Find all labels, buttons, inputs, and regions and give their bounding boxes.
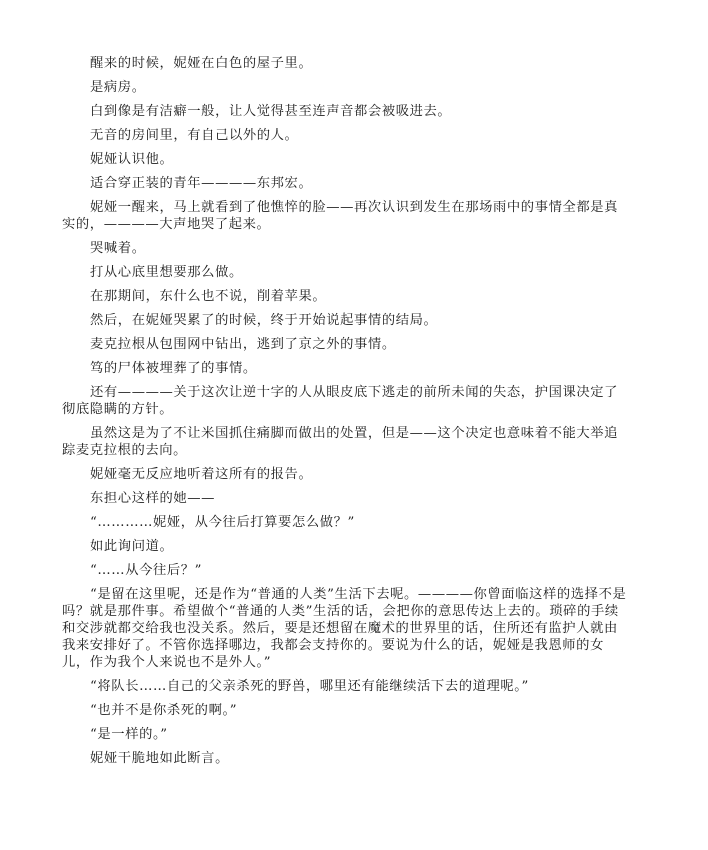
paragraph: 麦克拉根从包围网中钻出，逃到了京之外的事情。 [90,337,396,352]
paragraph: 在那期间，东什么也不说，削着苹果。 [90,289,327,304]
paragraph: “……从今往后？” [90,563,203,578]
paragraph: 是病房。 [90,80,146,95]
paragraph: 东担心这样的她—— [90,491,216,506]
paragraph: “也并不是你杀死的啊。” [90,703,238,718]
paragraph: “是留在这里呢，还是作为“普通的人类”生活下去呢。————你曾面临这样的选择不是吗？就是那件事。希望做个“普通的人类”生活的话，会把你的意思传达上去的。琐碎的手续和交涉就都交给我也没关系。然后，要是还想留在魔术的世界里的话，住所还有监护人就由我来安排好了。不管你选择哪边，我都会支持你的。要说为什么的话，妮娅是我恩师的女儿，作为我个人来说也不是外人。” [62,587,627,670]
paragraph: 适合穿正装的青年————东邦宏。 [90,176,313,191]
paragraph: “将队长……自己的父亲杀死的野兽，哪里还有能继续活下去的道理呢。” [90,679,529,694]
paragraph: 还有————关于这次让逆十字的人从眼皮底下逃走的前所未闻的失态，护国课决定了彻底隐瞒的方针。 [62,385,619,417]
paragraph: 哭喊着。 [90,241,146,256]
paragraph: 妮娅一醒来，马上就看到了他憔悴的脸——再次认识到发生在那场雨中的事情全都是真实的，————大声地哭了起来。 [62,200,619,232]
paragraph: 妮娅认识他。 [90,152,174,167]
paragraph: 白到像是有洁癖一般，让人觉得甚至连声音都会被吸进去。 [90,104,452,119]
paragraph: 打从心底里想要那么做。 [90,265,243,280]
paragraph: 如此询问道。 [90,539,174,554]
paragraph: 然后，在妮娅哭累了的时候，终于开始说起事情的结局。 [90,313,438,328]
paragraph: 妮娅干脆地如此断言。 [90,751,229,766]
paragraph: 无音的房间里，有自己以外的人。 [90,128,299,143]
paragraph: “…………妮娅，从今往后打算要怎么做？” [90,515,355,530]
paragraph: 笃的尸体被埋葬了的事情。 [90,361,257,376]
paragraph: 妮娅毫无反应地听着这所有的报告。 [90,467,313,482]
paragraph: 虽然这是为了不让米国抓住痛脚而做出的处置，但是——这个决定也意味着不能大举追踪麦克拉根的去向。 [62,426,619,458]
paragraph: “是一样的。” [90,727,168,742]
paragraph: 醒来的时候，妮娅在白色的屋子里。 [90,56,313,71]
